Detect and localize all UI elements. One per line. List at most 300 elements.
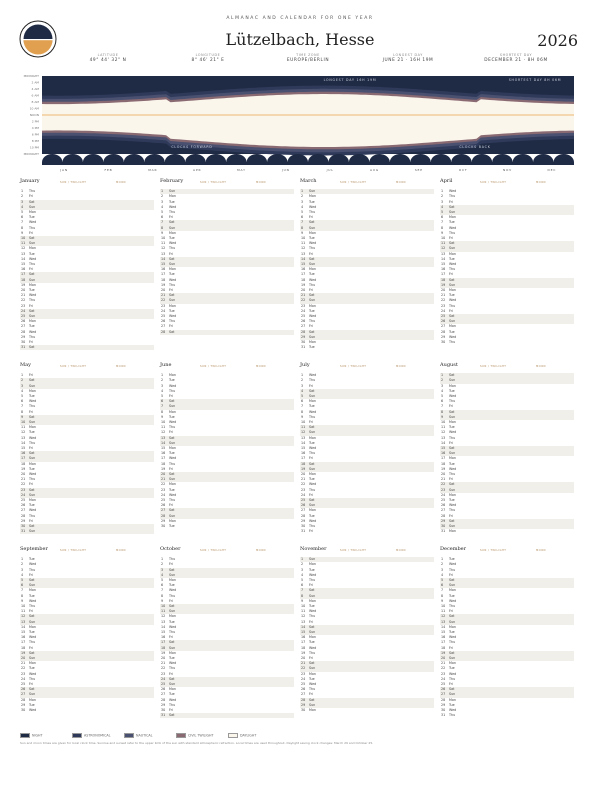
weekday: Mon [309,303,316,308]
weekday: Thu [309,614,316,619]
day-number: 3 [21,567,24,572]
weekday: Fri [309,215,313,220]
weekday: Sat [449,614,455,619]
weekday: Wed [169,697,177,702]
weekday: Thu [169,461,176,466]
day-number: 1 [21,189,24,194]
day-number: 1 [441,373,444,378]
day-number: 29 [21,334,26,339]
fact-label: LATITUDE [97,53,119,57]
weekday: Sat [29,578,35,582]
fact-timezone [264,53,352,63]
weekday: Sun [309,430,316,435]
column-head: MOON [396,549,406,552]
weekday: Sun [309,557,316,562]
moon-scallop [410,154,430,162]
column-head: MOON [536,181,546,184]
day-number: 19 [21,282,26,287]
day-number: 17 [21,456,26,461]
day-number: 22 [21,298,26,303]
hour-label: 10 AM [29,106,39,111]
day-number: 10 [21,420,26,424]
day-number: 23 [441,303,446,308]
day-number: 24 [301,492,306,497]
day-row [160,713,294,718]
weekday: Wed [309,446,317,450]
day-number: 4 [21,388,24,393]
month-september [20,546,154,722]
weekday: Mon [29,461,36,466]
day-number: 26 [161,687,166,692]
weekday: Fri [309,656,313,660]
day-number: 1 [441,189,444,194]
weekday: Sun [169,682,176,686]
month-august [440,362,574,538]
month-axis-label: DEC [547,168,557,172]
weekday: Sun [309,334,316,339]
weekday: Mon [169,687,176,692]
weekday: Fri [169,324,173,329]
day-number: 8 [21,409,24,414]
weekday: Wed [29,256,37,261]
day-number: 30 [441,524,446,528]
legend-label: DAYLIGHT [240,733,257,738]
day-number: 23 [441,671,446,676]
column-head: SUN / TWILIGHT [340,365,367,368]
weekday: Wed [309,373,317,378]
day-number: 5 [441,578,444,582]
weekday: Sun [309,394,316,398]
day-number: 2 [441,562,444,567]
column-head: SUN / TWILIGHT [60,181,87,184]
day-number: 29 [301,334,306,339]
day-number: 12 [21,246,26,251]
day-number: 13 [21,251,26,256]
weekday: Sun [449,319,456,324]
weekday: Wed [449,298,457,303]
weekday: Mon [449,529,456,534]
day-number: 16 [161,267,166,272]
day-number: 4 [161,572,164,577]
day-number: 13 [301,619,306,624]
weekday: Wed [449,430,457,435]
weekday: Fri [449,308,453,313]
day-number: 30 [441,708,446,712]
legend-item [228,733,256,738]
day-number: 19 [441,282,446,287]
year: 2026 [537,31,578,50]
day-number: 6 [161,583,164,588]
day-number: 4 [161,204,164,209]
weekday: Tue [309,345,315,350]
weekday: Thu [29,440,36,445]
day-number: 12 [21,614,26,619]
day-number: 31 [441,529,446,534]
day-number: 11 [441,609,446,614]
weekday: Sun [449,524,456,528]
day-number: 2 [161,378,164,383]
day-number: 6 [441,583,444,588]
day-number: 21 [161,661,166,666]
day-number: 9 [161,598,164,603]
facts-row [64,53,584,67]
day-number: 6 [21,583,24,588]
hour-label: 4 AM [31,87,39,91]
weekday: Sat [309,461,315,466]
day-number: 15 [441,262,446,266]
day-number: 1 [161,373,164,378]
day-number: 5 [161,210,164,214]
day-number: 28 [301,329,306,334]
weekday: Fri [309,492,313,497]
weekday: Sun [29,583,36,588]
day-number: 17 [441,456,446,461]
weekday: Thu [169,210,176,214]
moon-scallop [431,154,451,162]
day-number: 3 [161,383,164,388]
month-june [160,362,294,538]
day-number: 2 [301,194,304,199]
weekday: Tue [169,272,175,277]
column-head: MOON [536,365,546,368]
day-number: 1 [161,189,164,194]
hour-label: 6 AM [31,93,39,98]
day-number: 23 [301,671,306,676]
weekday: Thu [169,425,176,430]
weekday: Mon [449,697,456,702]
weekday: Mon [449,215,456,220]
weekday: Thu [169,593,176,598]
day-number: 22 [301,666,306,671]
weekday: Sat [169,256,175,261]
weekday: Fri [169,708,173,712]
weekday: Thu [169,557,176,562]
day-number: 29 [161,518,166,523]
weekday: Tue [449,329,455,334]
day-number: 17 [441,640,446,645]
day-number: 5 [161,578,164,582]
month-name: June [160,362,172,368]
weekday: Wed [169,624,177,629]
day-number: 5 [441,210,444,214]
day-number: 23 [161,487,166,492]
day-number: 11 [21,609,26,614]
legend-label: CIVIL TWILIGHT [188,733,214,738]
day-number: 14 [21,440,26,445]
weekday: Thu [309,578,316,582]
fact-latitude [64,53,152,63]
weekday: Sun [449,282,456,287]
day-number: 31 [441,713,446,718]
day-number: 24 [21,308,26,313]
day-number: 13 [161,619,166,624]
day-number: 27 [441,508,446,513]
day-number: 20 [21,288,26,292]
weekday: Mon [169,230,176,235]
day-number: 26 [161,319,166,324]
weekday: Mon [29,661,36,666]
weekday: Tue [29,288,35,292]
weekday: Tue [169,378,175,383]
day-number: 21 [301,477,306,482]
day-number: 5 [301,210,304,214]
day-number: 18 [161,645,166,650]
day-number: 26 [21,503,26,508]
fact-label: TIME ZONE [296,53,320,57]
weekday: Mon [309,598,316,603]
day-number: 22 [441,298,446,303]
weekday: Mon [449,288,456,292]
weekday: Wed [169,277,177,282]
weekday: Sun [449,378,456,383]
weekday: Sat [309,256,315,261]
weekday: Tue [449,256,455,261]
day-number: 26 [441,503,446,508]
month-july [300,362,434,538]
month-name: April [440,178,453,184]
day-number: 18 [301,461,306,466]
weekday: Thu [169,666,176,671]
weekday: Mon [29,282,36,287]
weekday: Sat [169,435,175,440]
weekday: Fri [309,692,313,697]
day-number: 16 [301,267,306,272]
day-number: 4 [21,572,24,577]
weekday: Sat [169,676,175,681]
weekday: Fri [29,194,33,199]
weekday: Thu [29,404,36,409]
weekday: Sun [29,456,36,461]
day-row [440,713,574,718]
day-number: 25 [21,314,26,318]
weekday: Wed [169,420,177,424]
day-number: 29 [301,702,306,707]
day-number: 17 [21,272,26,277]
weekday: Mon [169,373,176,378]
day-number: 20 [301,288,306,292]
moon-scallop [533,154,553,162]
weekday: Thu [309,524,316,528]
day-number: 10 [161,420,166,424]
moon-scallop [144,154,164,162]
day-number: 18 [441,277,446,282]
weekday: Fri [29,482,33,487]
weekday: Tue [169,692,175,697]
day-number: 16 [21,267,26,272]
weekday: Thu [449,194,456,199]
day-number: 23 [441,487,446,492]
weekday: Fri [29,572,33,577]
day-number: 16 [301,635,306,640]
day-number: 27 [21,324,26,329]
month-name: March [300,178,317,184]
month-axis-label: JUL [326,168,334,172]
moon-scallop [267,154,287,162]
day-number: 9 [161,414,164,419]
day-number: 18 [21,461,26,466]
weekday: Sat [169,508,175,513]
moon-scallop [390,154,410,162]
day-number: 25 [161,314,166,318]
month-name: October [160,546,181,552]
month-axis-label: JUN [281,168,290,172]
month-may [20,362,154,538]
day-number: 29 [301,518,306,523]
day-number: 8 [441,593,444,598]
day-number: 26 [21,319,26,324]
weekday: Tue [29,503,35,508]
month-axis-label: APR [192,168,202,172]
weekday: Sat [29,308,35,313]
column-head: SUN / TWILIGHT [480,549,507,552]
day-number: 5 [441,394,444,398]
day-number: 20 [21,472,26,476]
month-name: July [300,362,310,368]
weekday: Mon [29,246,36,251]
hour-label: MIDNIGHT [23,152,39,156]
day-number: 9 [441,230,444,235]
day-number: 7 [161,404,164,409]
day-number: 23 [21,303,26,308]
weekday: Thu [309,650,316,655]
month-axis-label: MAY [237,168,246,172]
day-row [440,340,574,345]
weekday: Sat [29,524,35,528]
weekday: Thu [309,282,316,287]
weekday: Wed [449,466,457,471]
weekday: Thu [449,604,456,608]
day-number: 10 [441,420,446,424]
weekday: Wed [449,394,457,398]
weekday: Mon [309,508,316,513]
day-number: 17 [161,640,166,645]
weekday: Sun [29,420,36,424]
day-number: 31 [161,713,166,718]
weekday: Tue [449,220,455,225]
day-number: 19 [301,466,306,471]
day-number: 15 [161,630,166,634]
weekday: Wed [309,314,317,318]
day-number: 29 [21,702,26,707]
day-number: 15 [161,262,166,266]
weekday: Fri [169,251,173,256]
day-number: 13 [161,251,166,256]
day-number: 2 [21,562,24,567]
weekday: Mon [309,708,316,712]
weekday: Mon [29,388,36,393]
legend-swatch [20,733,30,738]
day-number: 30 [161,708,166,712]
column-head: MOON [256,181,266,184]
moon-base [42,162,574,165]
weekday: Sun [169,404,176,409]
day-number: 28 [441,697,446,702]
weekday: Sat [169,604,175,608]
weekday: Sun [169,440,176,445]
weekday: Mon [449,383,456,388]
day-number: 1 [301,373,304,378]
column-head: MOON [536,549,546,552]
day-number: 30 [21,340,26,344]
day-number: 26 [21,687,26,692]
weekday: Tue [169,619,175,624]
day-number: 27 [441,692,446,697]
day-number: 7 [441,588,444,593]
day-number: 6 [21,215,24,220]
day-number: 21 [301,661,306,666]
day-number: 21 [21,293,26,298]
month-name: September [20,546,48,552]
day-number: 15 [301,446,306,450]
month-january [20,178,154,354]
day-number: 19 [161,282,166,287]
day-number: 1 [301,189,304,194]
day-number: 23 [301,303,306,308]
day-number: 30 [161,524,166,528]
day-number: 13 [441,619,446,624]
page-title: Lützelbach, Hesse [225,30,375,49]
day-number: 20 [161,472,166,476]
day-number: 15 [441,446,446,450]
day-number: 6 [161,399,164,404]
weekday: Sun [169,645,176,650]
day-number: 22 [301,298,306,303]
weekday: Fri [449,404,453,409]
weekday: Thu [309,246,316,251]
weekday: Mon [29,425,36,430]
weekday: Sat [29,687,35,692]
day-row [440,529,574,534]
column-head: SUN / TWILIGHT [340,181,367,184]
weekday: Sun [29,656,36,660]
weekday: Sun [169,225,176,230]
day-number: 15 [21,446,26,450]
weekday: Fri [29,682,33,686]
month-name: January [20,178,40,184]
day-number: 7 [21,588,24,593]
weekday: Wed [29,635,37,640]
day-number: 18 [301,645,306,650]
weekday: Sat [449,204,455,209]
weekday: Wed [169,661,177,666]
weekday: Wed [449,334,457,339]
moon-scallop [206,154,226,162]
weekday: Wed [169,492,177,497]
day-number: 10 [161,236,166,240]
weekday: Sun [309,630,316,634]
weekday: Wed [29,220,37,225]
month-february [160,178,294,354]
day-number: 10 [21,604,26,608]
fact-label: LONGEST DAY [393,53,423,57]
day-number: 24 [161,308,166,313]
weekday: Sun [449,692,456,697]
day-number: 17 [441,272,446,277]
day-number: 28 [161,513,166,518]
weekday: Tue [169,236,175,240]
day-number: 16 [21,451,26,456]
hour-label: NOON [29,113,39,117]
day-number: 28 [21,697,26,702]
day-number: 31 [301,345,306,350]
day-number: 10 [441,604,446,608]
hour-label: 2 PM [31,119,39,124]
weekday: Tue [449,666,455,671]
weekday: Thu [449,567,456,572]
weekday: Tue [309,404,315,409]
day-number: 12 [161,430,166,435]
day-number: 17 [301,640,306,645]
